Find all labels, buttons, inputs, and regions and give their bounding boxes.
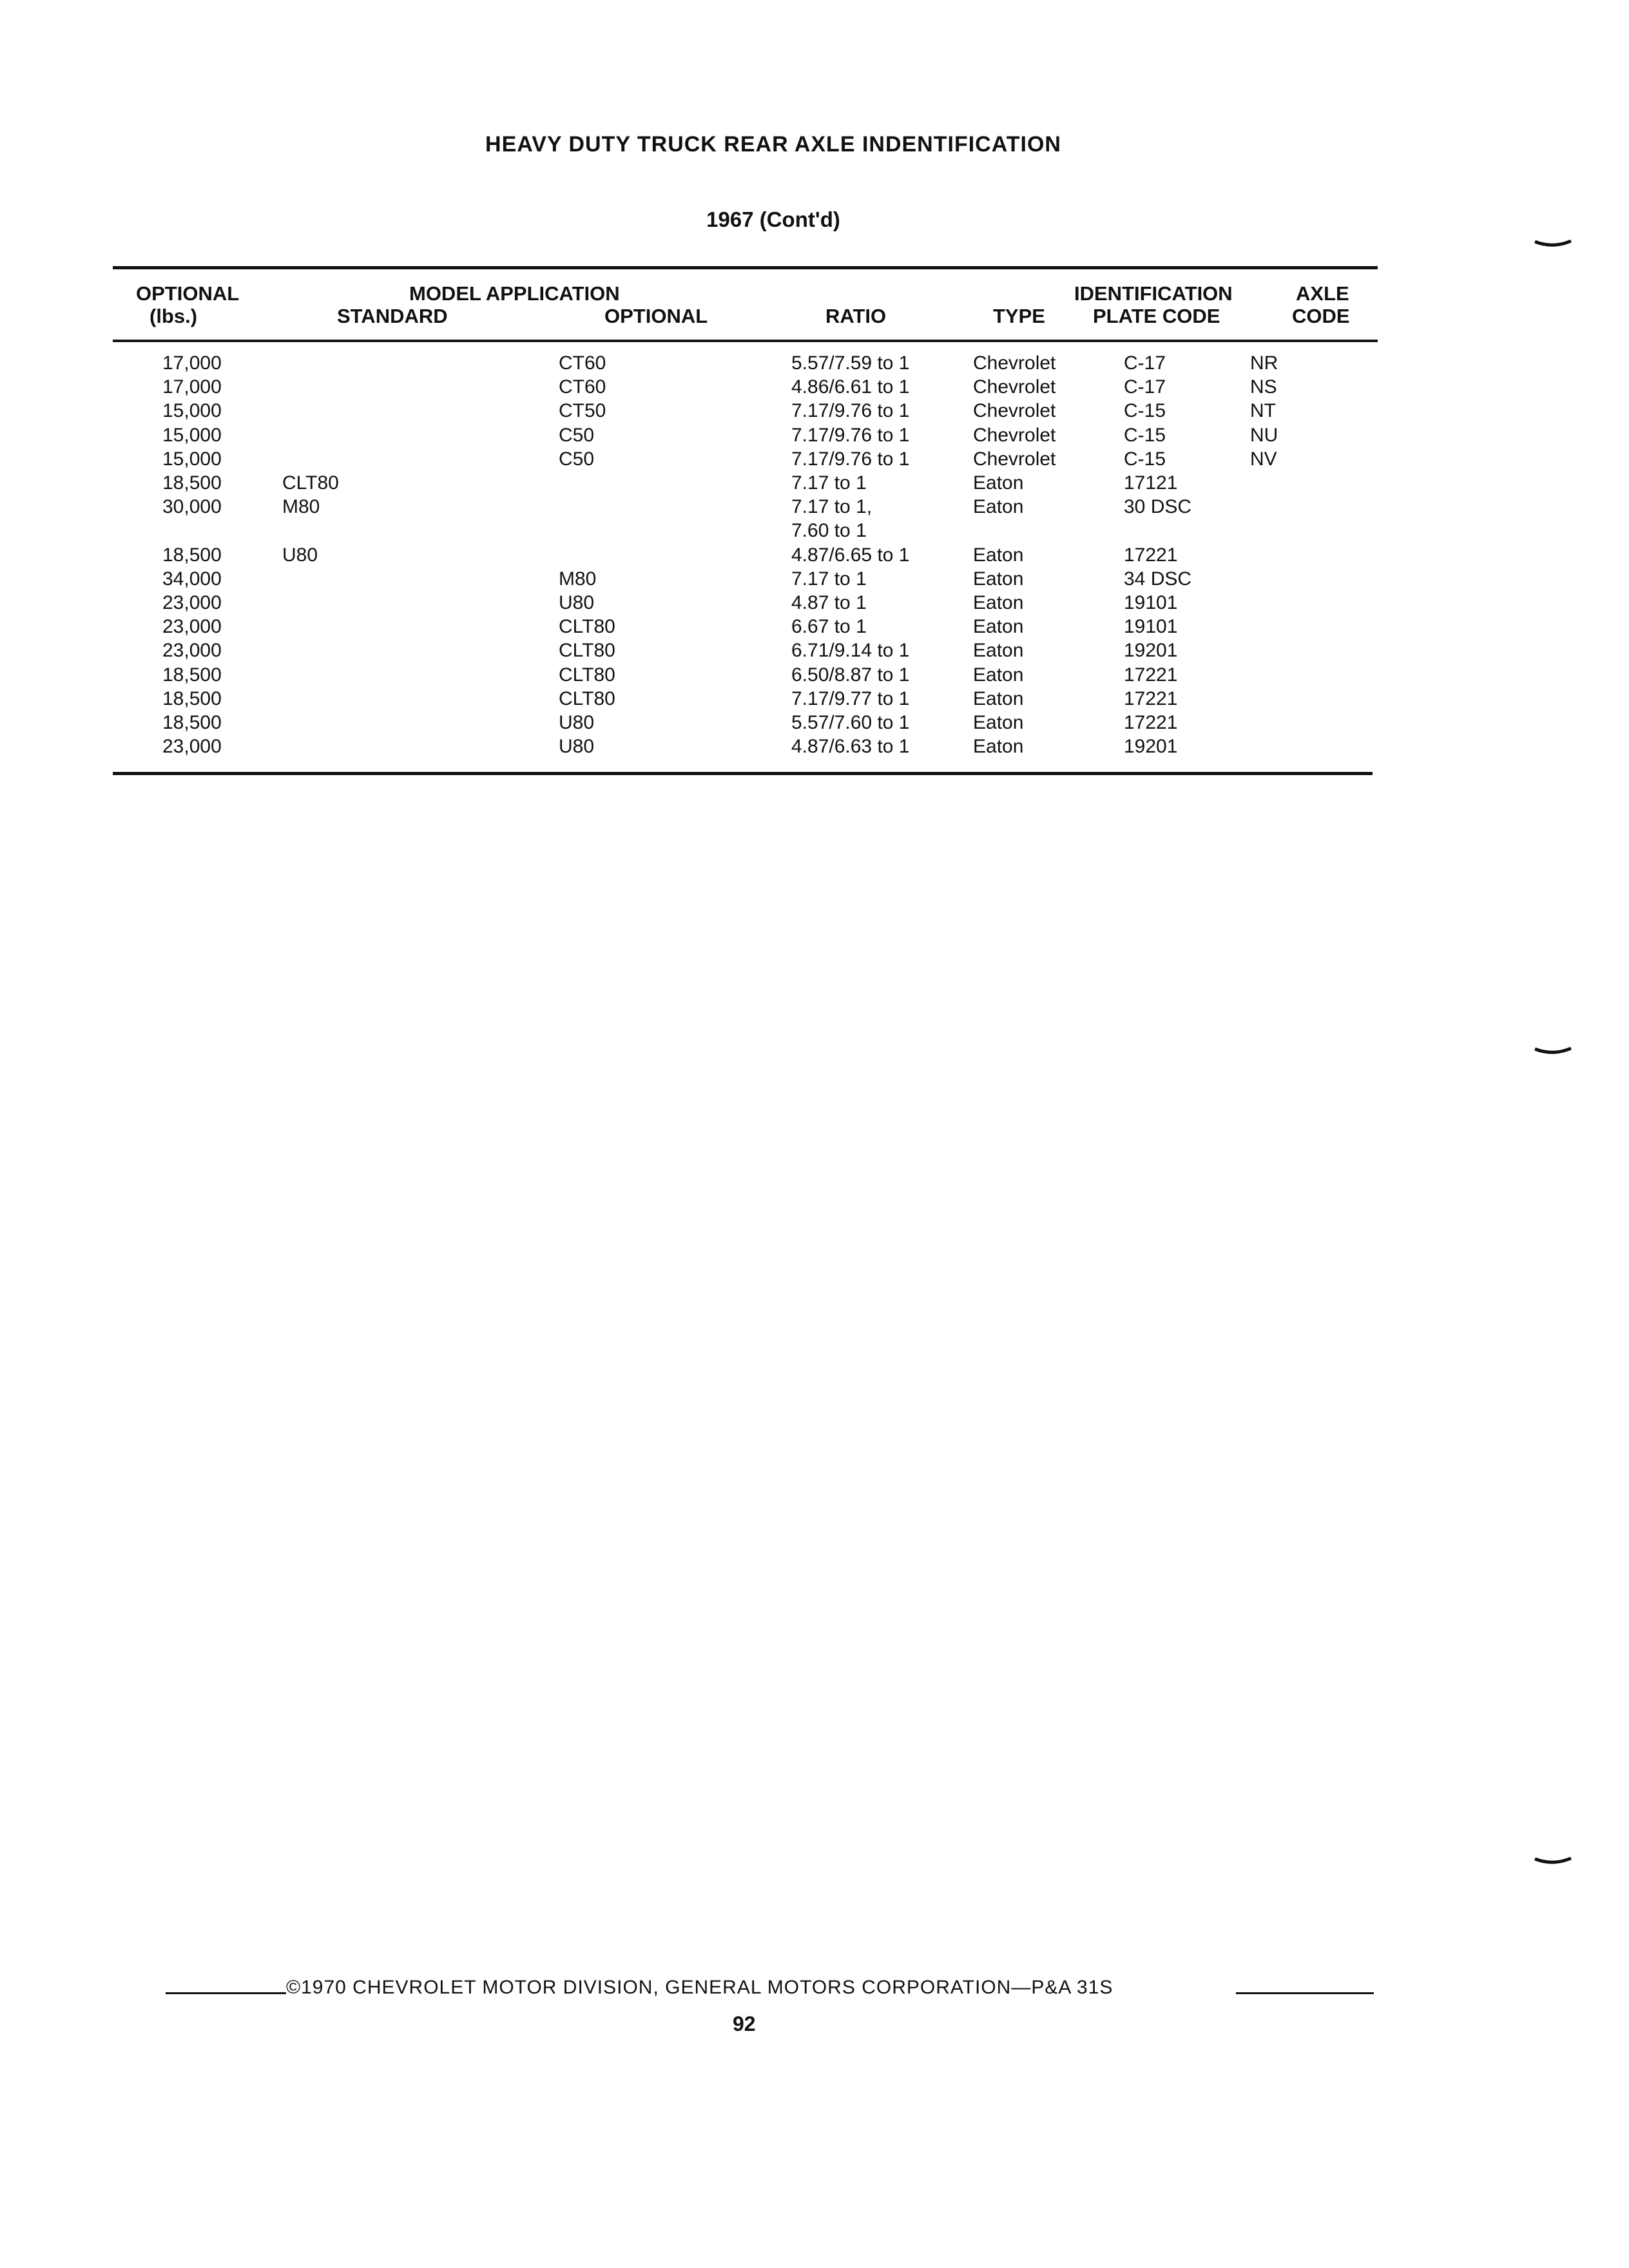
cell-plate-code: 17221 — [1124, 688, 1178, 709]
table-bottom-rule — [113, 772, 1373, 775]
cell-optional-model: CT60 — [559, 352, 606, 374]
cell-optional-lbs: 34,000 — [162, 568, 222, 590]
header-ratio: RATIO — [825, 305, 887, 327]
cell-ratio: 4.87/6.63 to 1 — [791, 736, 910, 757]
cell-ratio: 4.87 to 1 — [791, 592, 867, 613]
page-subtitle: 1967 (Cont'd) — [706, 207, 840, 231]
cell-plate-code: 17221 — [1124, 712, 1178, 733]
cell-standard: CLT80 — [282, 472, 339, 494]
cell-axle-code: NU — [1250, 425, 1278, 446]
cell-optional-model: CLT80 — [559, 616, 615, 637]
cell-ratio: 6.71/9.14 to 1 — [791, 640, 910, 661]
cell-plate-code: 17221 — [1124, 664, 1178, 686]
cell-type: Eaton — [973, 472, 1024, 494]
cell-optional-lbs: 18,500 — [162, 664, 222, 686]
cell-plate-code: C-15 — [1124, 425, 1166, 446]
cell-standard: M80 — [282, 496, 320, 517]
cell-optional-lbs: 23,000 — [162, 736, 222, 757]
cell-optional-model: U80 — [559, 736, 595, 757]
cell-plate-code: 19101 — [1124, 592, 1178, 613]
footer-copyright: ©1970 CHEVROLET MOTOR DIVISION, GENERAL MOTORS CORPORATION—P&A 31S — [286, 1977, 1113, 1998]
cell-type: Eaton — [973, 496, 1024, 517]
cell-plate-code: 30 DSC — [1124, 496, 1192, 517]
cell-ratio: 7.17 to 1, — [791, 496, 872, 517]
cell-ratio: 5.57/7.59 to 1 — [791, 352, 910, 374]
cell-type: Chevrolet — [973, 376, 1056, 398]
cell-standard: U80 — [282, 544, 318, 566]
cell-type: Eaton — [973, 544, 1024, 566]
table-top-rule — [113, 266, 1378, 269]
table-header-rule — [113, 340, 1378, 342]
cell-plate-code: C-17 — [1124, 352, 1166, 374]
header-optional-lbs-unit: (lbs.) — [149, 305, 198, 327]
cell-type: Chevrolet — [973, 352, 1056, 374]
cell-type: Eaton — [973, 568, 1024, 590]
footer-rule-right — [1236, 1992, 1374, 1994]
cell-plate-code: C-17 — [1124, 376, 1166, 398]
cell-optional-lbs: 18,500 — [162, 688, 222, 709]
cell-ratio: 7.17/9.76 to 1 — [791, 400, 910, 421]
binder-hole-mark-bottom — [1534, 1857, 1572, 1866]
cell-ratio: 4.87/6.65 to 1 — [791, 544, 910, 566]
cell-plate-code: C-15 — [1124, 448, 1166, 470]
cell-ratio: 7.60 to 1 — [791, 520, 867, 541]
cell-optional-model: CLT80 — [559, 664, 615, 686]
cell-type: Eaton — [973, 640, 1024, 661]
cell-optional-lbs: 15,000 — [162, 425, 222, 446]
header-model-application: MODEL APPLICATION — [409, 282, 620, 305]
cell-axle-code: NS — [1250, 376, 1277, 398]
cell-ratio: 7.17 to 1 — [791, 568, 867, 590]
cell-optional-lbs: 18,500 — [162, 712, 222, 733]
cell-type: Eaton — [973, 688, 1024, 709]
cell-type: Chevrolet — [973, 425, 1056, 446]
cell-optional-model: C50 — [559, 448, 595, 470]
cell-optional-lbs: 17,000 — [162, 376, 222, 398]
cell-ratio: 6.67 to 1 — [791, 616, 867, 637]
cell-plate-code: 19201 — [1124, 640, 1178, 661]
cell-ratio: 7.17/9.76 to 1 — [791, 425, 910, 446]
cell-optional-lbs: 15,000 — [162, 448, 222, 470]
header-type: TYPE — [993, 305, 1045, 327]
cell-ratio: 5.57/7.60 to 1 — [791, 712, 910, 733]
cell-optional-model: U80 — [559, 712, 595, 733]
cell-type: Eaton — [973, 592, 1024, 613]
cell-optional-model: CLT80 — [559, 688, 615, 709]
binder-hole-mark-middle — [1534, 1047, 1572, 1056]
cell-type: Eaton — [973, 736, 1024, 757]
cell-optional-model: CLT80 — [559, 640, 615, 661]
cell-axle-code: NT — [1250, 400, 1276, 421]
cell-type: Chevrolet — [973, 448, 1056, 470]
binder-hole-mark-top — [1534, 240, 1572, 249]
cell-optional-lbs: 30,000 — [162, 496, 222, 517]
cell-optional-lbs: 18,500 — [162, 472, 222, 494]
page-title: HEAVY DUTY TRUCK REAR AXLE INDENTIFICATION — [485, 132, 1061, 157]
header-identification: IDENTIFICATION — [1074, 282, 1233, 305]
cell-optional-model: M80 — [559, 568, 597, 590]
cell-optional-model: CT60 — [559, 376, 606, 398]
cell-optional-lbs: 17,000 — [162, 352, 222, 374]
header-optional-lbs: OPTIONAL — [136, 282, 240, 305]
cell-plate-code: C-15 — [1124, 400, 1166, 421]
cell-ratio: 6.50/8.87 to 1 — [791, 664, 910, 686]
cell-optional-lbs: 23,000 — [162, 640, 222, 661]
cell-optional-lbs: 18,500 — [162, 544, 222, 566]
cell-type: Eaton — [973, 712, 1024, 733]
cell-optional-model: C50 — [559, 425, 595, 446]
header-standard: STANDARD — [337, 305, 448, 327]
cell-plate-code: 17121 — [1124, 472, 1178, 494]
cell-type: Chevrolet — [973, 400, 1056, 421]
cell-ratio: 4.86/6.61 to 1 — [791, 376, 910, 398]
cell-type: Eaton — [973, 616, 1024, 637]
cell-plate-code: 17221 — [1124, 544, 1178, 566]
cell-plate-code: 19201 — [1124, 736, 1178, 757]
cell-ratio: 7.17/9.77 to 1 — [791, 688, 910, 709]
cell-axle-code: NR — [1250, 352, 1278, 374]
cell-axle-code: NV — [1250, 448, 1277, 470]
cell-optional-lbs: 23,000 — [162, 616, 222, 637]
footer-rule-left — [166, 1992, 286, 1994]
cell-type: Eaton — [973, 664, 1024, 686]
header-plate-code: PLATE CODE — [1093, 305, 1220, 327]
cell-optional-model: U80 — [559, 592, 595, 613]
cell-plate-code: 34 DSC — [1124, 568, 1192, 590]
header-axle: AXLE — [1296, 282, 1349, 305]
cell-optional-lbs: 23,000 — [162, 592, 222, 613]
header-optional-model: OPTIONAL — [604, 305, 708, 327]
header-axle-code: CODE — [1292, 305, 1350, 327]
page-number: 92 — [733, 2012, 756, 2035]
cell-optional-model: CT50 — [559, 400, 606, 421]
cell-optional-lbs: 15,000 — [162, 400, 222, 421]
cell-plate-code: 19101 — [1124, 616, 1178, 637]
cell-ratio: 7.17/9.76 to 1 — [791, 448, 910, 470]
cell-ratio: 7.17 to 1 — [791, 472, 867, 494]
